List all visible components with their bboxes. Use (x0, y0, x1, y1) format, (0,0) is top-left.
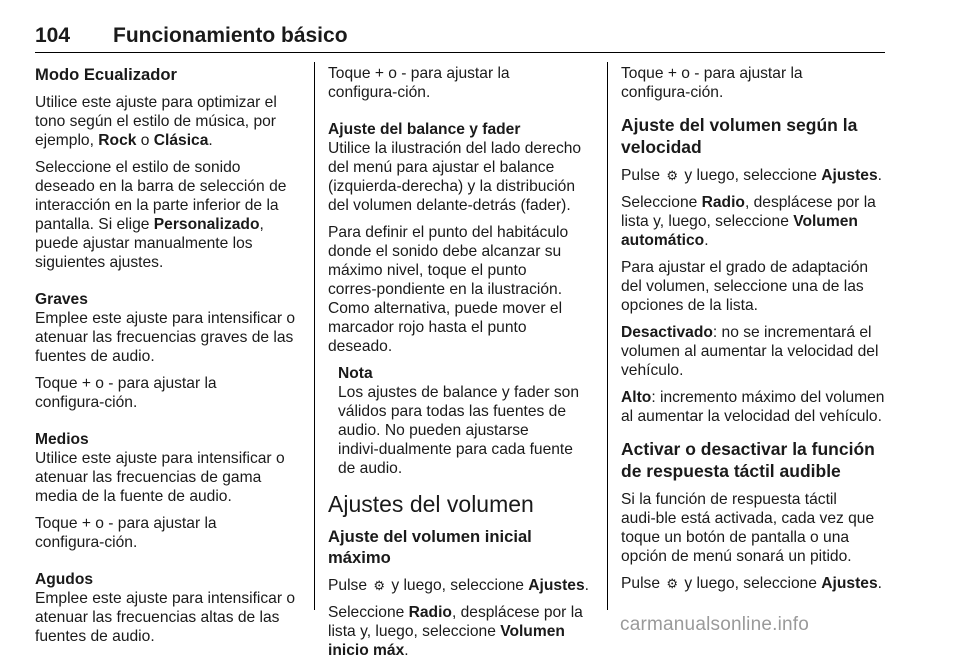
page-header (35, 24, 885, 53)
subheading-balance: Ajuste del balance y fader (328, 121, 521, 138)
column-divider (314, 62, 315, 610)
paragraph: Seleccione Radio, desplácese por la lista y, luego, seleccione Volumen inicio máx. (328, 604, 583, 659)
paragraph-balance: Ajuste del balance y fader Utilice la ilustración del lado derecho del menú para ajustar el balance (izquierda-derecha) y la distribución del volumen delante-detrás (fader). (328, 120, 594, 215)
subheading-volumen-velocidad: Ajuste del volumen según la velocidad (621, 115, 858, 157)
paragraph: Si la función de respuesta táctil audi‑ble está activada, cada vez que toque un botón de pantalla o una opción de menú sonará un pitido. (621, 491, 875, 565)
paragraph: Toque + o - para ajustar la configura‑ción. (35, 515, 217, 551)
column-middle (328, 64, 594, 668)
paragraph: Alto: incremento máximo del volumen al aumentar la velocidad del vehículo. (621, 389, 885, 425)
subheading-medios: Medios (35, 431, 89, 448)
paragraph: Para definir el punto del habitáculo donde el sonido debe alcanzar su máximo nivel, toque el punto corres‑pondiente en la ilustración. Como alternativa, puede mover el marcador rojo hasta el punto deseado. (328, 224, 569, 355)
subheading-respuesta-tactil: Activar o desactivar la función de respuesta táctil audible (621, 439, 875, 481)
section-title-volumen: Ajustes del volumen (328, 491, 534, 517)
note-text: Los ajustes de balance y fader son válidos para todas las fuentes de audio. No pueden ajustarse indivi‑dualmente para cada fuente de audio. (338, 384, 579, 477)
paragraph: Seleccione Radio, desplácese por la lista y, luego, seleccione Volumen automático. (621, 194, 876, 249)
note-box (328, 364, 594, 478)
column-divider (607, 62, 608, 610)
watermark: carmanualsonline.info (620, 614, 810, 635)
settings-icon: ⚙ (666, 168, 678, 183)
column-left (35, 64, 301, 654)
subheading-agudos: Agudos (35, 571, 94, 588)
paragraph-medios: Medios Utilice este ajuste para intensificar o atenuar las frecuencias de gama media de la fuente de audio. (35, 430, 301, 506)
paragraph: Pulse ⚙ y luego, seleccione Ajustes. (621, 167, 882, 184)
paragraph: Para ajustar el grado de adaptación del volumen, seleccione una de las opciones de la lista. (621, 259, 869, 314)
paragraph: Seleccione el estilo de sonido deseado en la barra de selección de interacción en la parte inferior de la pantalla. Si elige Personalizado, puede ajustar manualmente los siguientes ajustes. (35, 159, 287, 271)
column-right (621, 64, 889, 601)
paragraph: Pulse ⚙ y luego, seleccione Ajustes. (621, 575, 882, 592)
paragraph: Pulse ⚙ y luego, seleccione Ajustes. (328, 577, 589, 594)
paragraph-agudos: Agudos Emplee este ajuste para intensificar o atenuar las frecuencias altas de las fuentes de audio. (35, 570, 301, 646)
subheading-volumen-inicial: Ajuste del volumen inicial máximo (328, 527, 532, 567)
paragraph: Desactivado: no se incrementará el volumen al aumentar la velocidad del vehículo. (621, 324, 879, 379)
note-title: Nota (338, 365, 373, 382)
paragraph-graves: Graves Emplee este ajuste para intensificar o atenuar las frecuencias graves de las fuentes de audio. (35, 290, 301, 366)
page-number: 104 (35, 24, 71, 47)
subheading-graves: Graves (35, 291, 88, 308)
paragraph: Utilice este ajuste para optimizar el tono según el estilo de música, por ejemplo, Rock o Clásica. (35, 94, 277, 149)
paragraph: Toque + o - para ajustar la configura‑ción. (621, 65, 803, 101)
paragraph: Toque + o - para ajustar la configura‑ción. (328, 65, 510, 101)
paragraph: Toque + o - para ajustar la configura‑ción. (35, 375, 217, 411)
section-title-modo: Modo Ecualizador (35, 65, 177, 84)
settings-icon: ⚙ (666, 576, 678, 591)
settings-icon: ⚙ (373, 578, 385, 593)
page-title: Funcionamiento básico (113, 24, 348, 47)
